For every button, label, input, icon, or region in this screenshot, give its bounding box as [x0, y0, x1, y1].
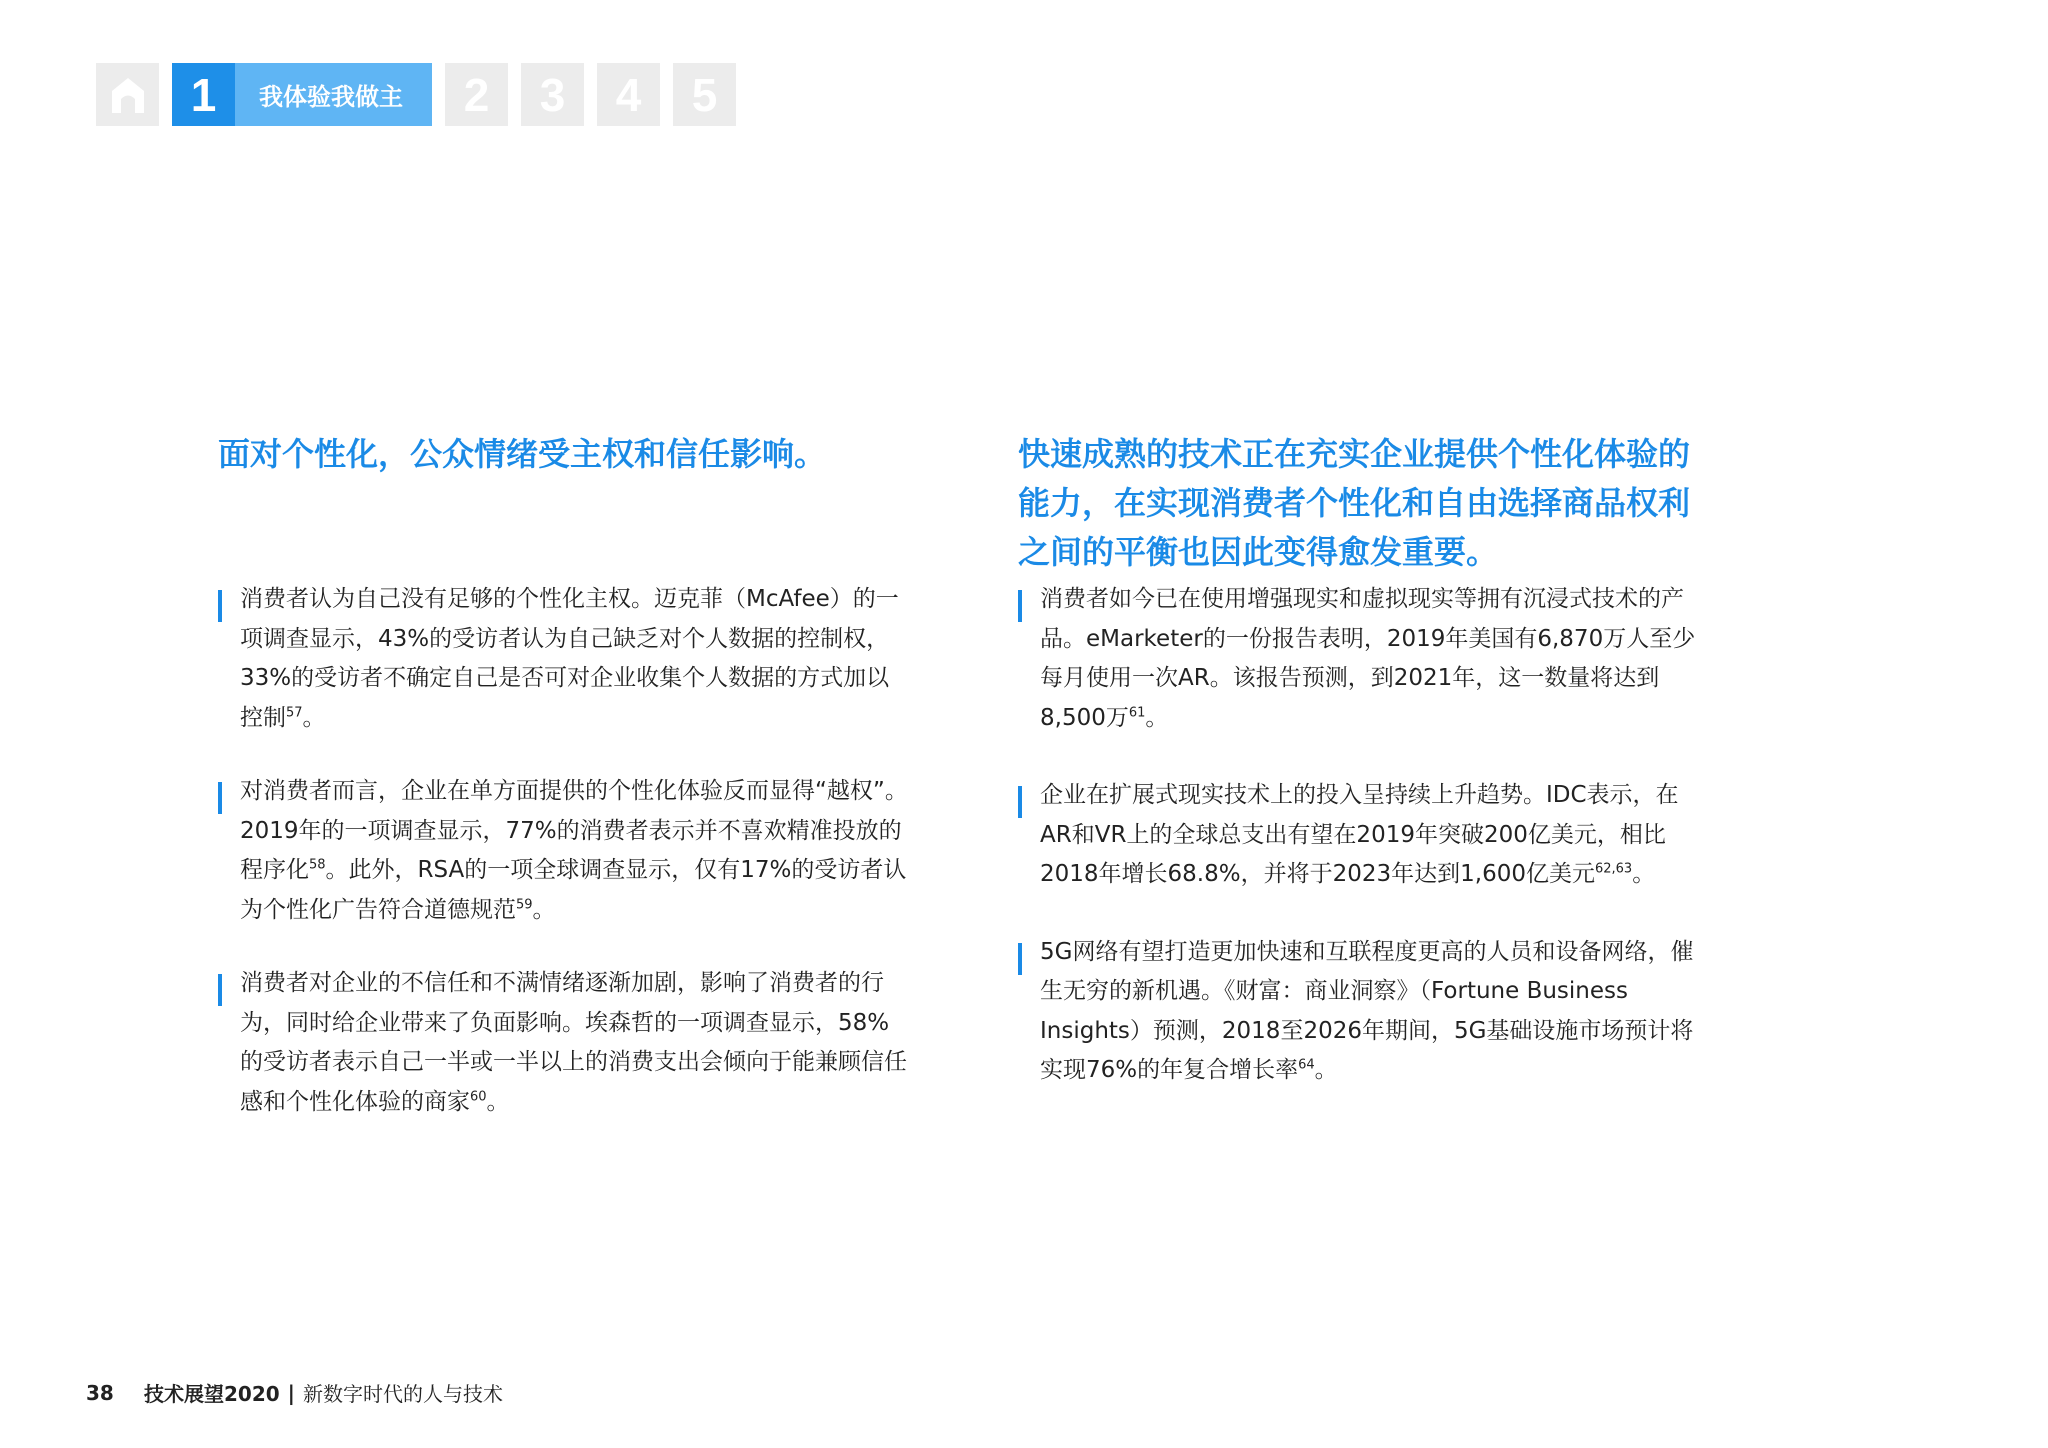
- left-paragraph-1-end: 。: [302, 704, 326, 731]
- footnote-57[interactable]: 57: [286, 704, 303, 720]
- left-paragraph-2: [218, 772, 908, 930]
- footnote-62-63[interactable]: 62,63: [1594, 861, 1633, 877]
- page-number: 38: [86, 1380, 114, 1405]
- page-footer: [86, 1378, 503, 1407]
- right-paragraph-1-text: 消费者如今已在使用增强现实和虚拟现实等拥有沉浸式技术的产品。eMarketer的一份报告表明，2019年美国有6,870万人至少每月使用一次AR。该报告预测，到2021年，这一数量将达到8,500万: [1040, 586, 1696, 731]
- left-paragraph-2-end: 。: [532, 896, 556, 923]
- nav-section-3[interactable]: 3: [521, 63, 584, 126]
- footnote-64[interactable]: 64: [1298, 1057, 1315, 1073]
- left-paragraph-3: [218, 964, 908, 1122]
- right-paragraph-3-text: 5G网络有望打造更加快速和互联程度更高的人员和设备网络，催生无穷的新机遇。《财富：商业洞察》（Fortune Business Insights）预测，2018至2026年期间，5G基础设施市场预计将实现76%的年复合增长率: [1040, 938, 1694, 1083]
- right-paragraph-2: [1018, 776, 1708, 895]
- footnote-60[interactable]: 60: [470, 1088, 487, 1104]
- left-paragraph-2-text: 对消费者而言，企业在单方面提供的个性化体验反而显得“越权”。2019年的一项调查显示，77%的消费者表示并不喜欢精准投放的程序化: [240, 778, 908, 883]
- publication-subtitle: 新数字时代的人与技术: [302, 1382, 503, 1406]
- left-paragraph-1-text: 消费者认为自己没有足够的个性化主权。迈克菲（McAfee）的一项调查显示，43%的受访者认为自己缺乏对个人数据的控制权，33%的受访者不确定自己是否可对企业收集个人数据的方式加以控制: [240, 586, 899, 731]
- nav-section-5[interactable]: 5: [673, 63, 736, 126]
- right-paragraph-2-text: 企业在扩展式现实技术上的投入呈持续上升趋势。IDC表示，在AR和VR上的全球总支出有望在2019年突破200亿美元，相比2018年增长68.8%，并将于2023年达到1,600亿美元: [1040, 782, 1679, 887]
- right-heading: 快速成熟的技术正在充实企业提供个性化体验的能力，在实现消费者个性化和自由选择商品权利之间的平衡也因此变得愈发重要。: [1018, 435, 1691, 571]
- nav-section-1-number: 1: [172, 63, 235, 126]
- home-icon: [106, 73, 150, 117]
- publication-title: 技术展望2020: [144, 1382, 280, 1406]
- left-paragraph-1: [218, 580, 908, 738]
- right-paragraph-3-end: 。: [1314, 1057, 1338, 1083]
- home-button[interactable]: [96, 63, 159, 126]
- nav-section-2[interactable]: 2: [445, 63, 508, 126]
- right-paragraph-1-end: 。: [1145, 704, 1169, 731]
- footnote-58[interactable]: 58: [309, 857, 326, 873]
- right-paragraph-2-end: 。: [1632, 861, 1656, 887]
- left-column: [218, 430, 908, 1122]
- left-paragraph-3-text: 消费者对企业的不信任和不满情绪逐渐加剧，影响了消费者的行为，同时给企业带来了负面影响。埃森哲的一项调查显示，58%的受访者表示自己一半或一半以上的消费支出会倾向于能兼顾信任感和个性化体验的商家: [240, 970, 907, 1115]
- left-heading: 面对个性化，公众情绪受主权和信任影响。: [218, 435, 827, 473]
- right-paragraph-3: [1018, 933, 1708, 1091]
- footnote-61[interactable]: 61: [1128, 704, 1146, 720]
- right-paragraph-1: [1018, 580, 1708, 738]
- left-paragraph-3-end: 。: [486, 1088, 510, 1115]
- footer-separator: |: [287, 1380, 295, 1405]
- left-paragraph-2-middle: 。此外，RSA的一项全球调查显示，仅有17%的受访者认为个性化广告符合道德规范: [240, 857, 907, 923]
- footnote-59[interactable]: 59: [516, 896, 533, 912]
- right-column: [1018, 430, 1708, 1091]
- nav-section-1[interactable]: [172, 63, 432, 126]
- nav-section-1-label: 我体验我做主: [235, 63, 432, 126]
- nav-section-4[interactable]: 4: [597, 63, 660, 126]
